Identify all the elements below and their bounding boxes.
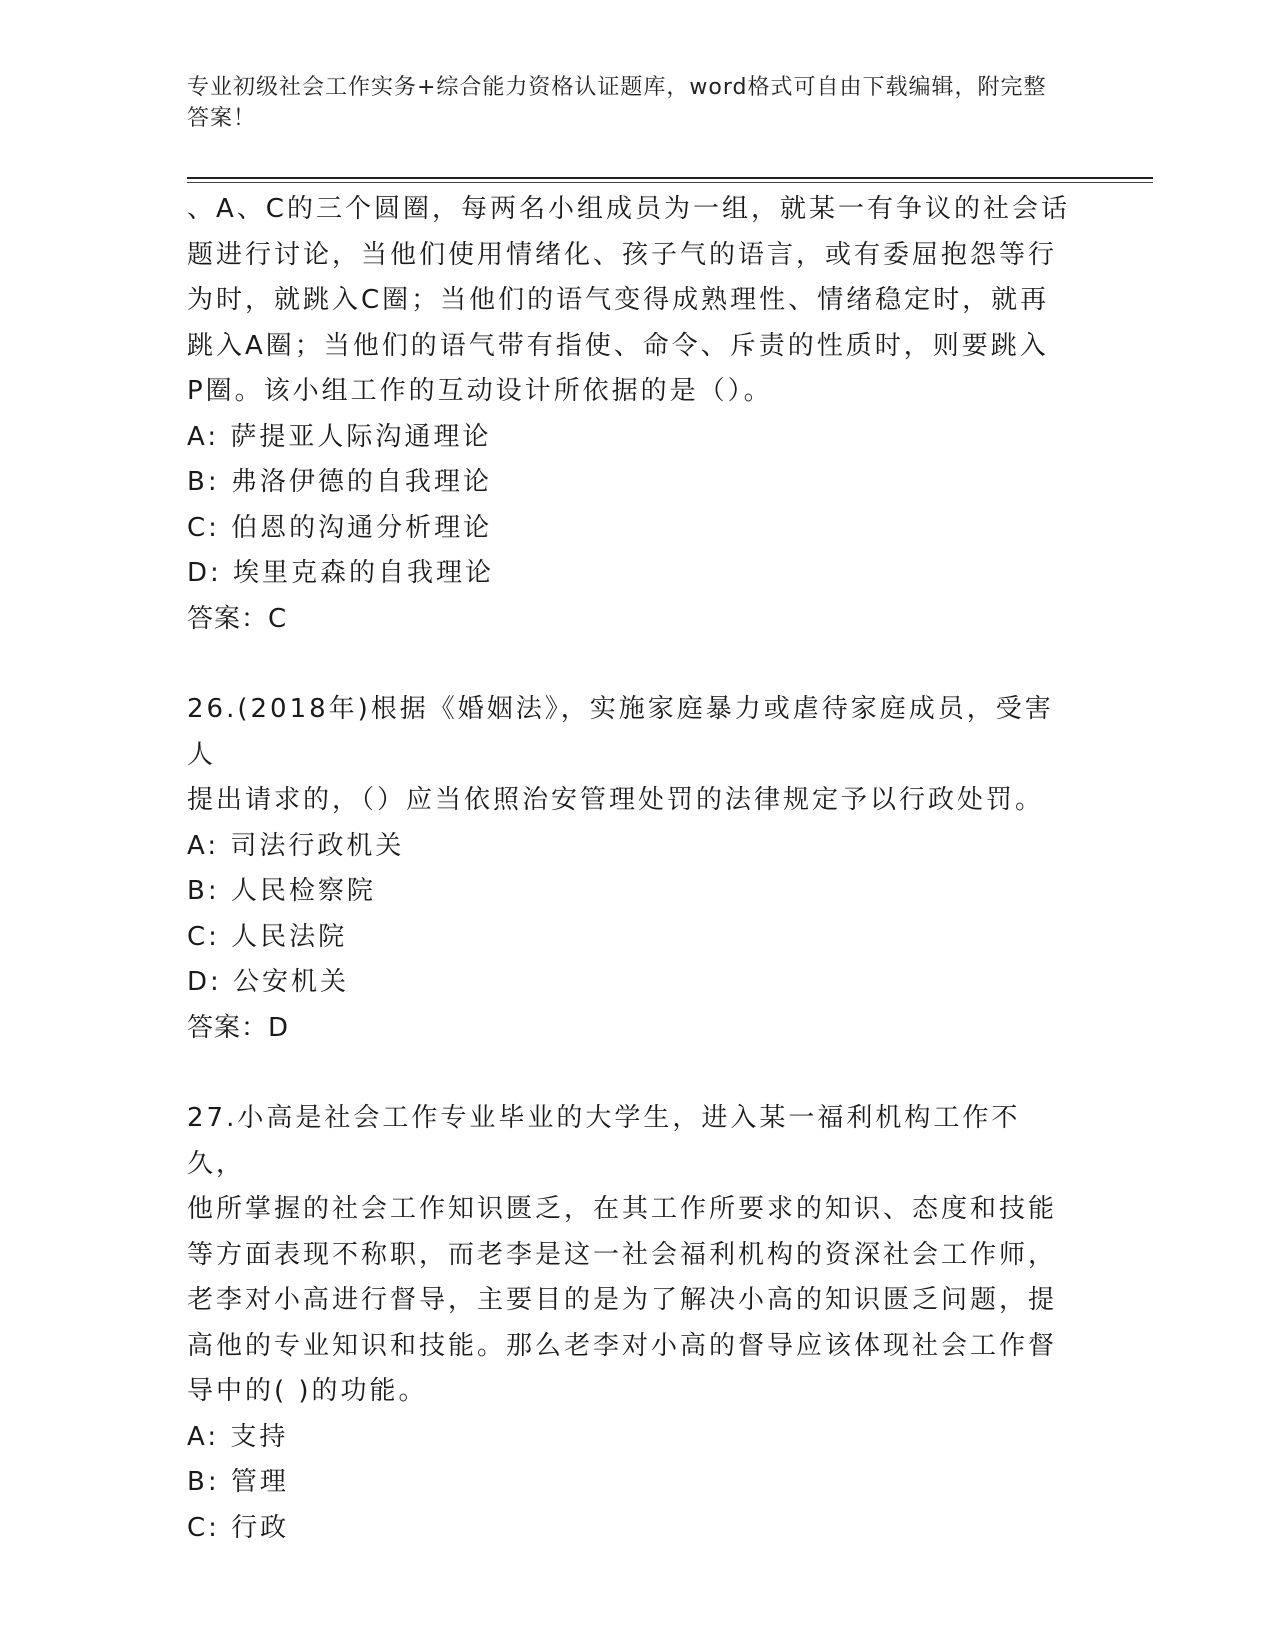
question-stem-line: 导中的( )的功能。 bbox=[187, 1376, 428, 1406]
spacer bbox=[187, 642, 1077, 687]
option-d: D: 埃里克森的自我理论 bbox=[187, 558, 495, 588]
spacer bbox=[187, 1051, 1077, 1096]
question-block bbox=[187, 687, 1077, 1051]
question-stem-line: 为时，就跳入C圈；当他们的语气变得成熟理性、情绪稳定时，就再 bbox=[187, 285, 1050, 315]
option-a: A: 支持 bbox=[187, 1421, 289, 1452]
question-block bbox=[187, 187, 1077, 642]
answer-line: 答案：C bbox=[187, 603, 288, 634]
question-stem-line: 26.(2018年)根据《婚姻法》，实施家庭暴力或虐待家庭成员，受害人 bbox=[187, 694, 1054, 770]
option-a: A: 萨提亚人际沟通理论 bbox=[187, 421, 492, 452]
answer-line: 答案：D bbox=[187, 1012, 290, 1043]
question-stem-line: P圈。该小组工作的互动设计所依据的是（）。 bbox=[187, 376, 773, 406]
header-divider-secondary bbox=[187, 182, 1153, 183]
question-stem-line: 高他的专业知识和技能。那么老李对小高的督导应该体现社会工作督 bbox=[187, 1330, 1058, 1361]
question-stem-line: 提出请求的，（）应当依照治安管理处罚的法律规定予以行政处罚。 bbox=[187, 785, 1045, 815]
question-stem-line: 跳入A圈；当他们的语气带有指使、命令、斥责的性质时，则要跳入 bbox=[187, 330, 1049, 361]
question-stem-line: 、A、C的三个圆圈，每两名小组成员为一组，就某一有争议的社会话 bbox=[187, 194, 1070, 224]
option-b: B: 弗洛伊德的自我理论 bbox=[187, 467, 492, 497]
question-stem-line: 他所掌握的社会工作知识匮乏，在其工作所要求的知识、态度和技能 bbox=[187, 1194, 1058, 1224]
option-a: A: 司法行政机关 bbox=[187, 830, 405, 861]
page-header: 专业初级社会工作实务+综合能力资格认证题库，word格式可自由下载编辑，附完整答案！ bbox=[187, 75, 1047, 131]
question-block bbox=[187, 1096, 1077, 1551]
question-stem-line: 题进行讨论，当他们使用情绪化、孩子气的语言，或有委屈抱怨等行 bbox=[187, 239, 1058, 270]
option-d: D: 公安机关 bbox=[187, 967, 350, 997]
option-c: C: 行政 bbox=[187, 1512, 290, 1543]
header-divider bbox=[187, 177, 1153, 179]
option-b: B: 管理 bbox=[187, 1467, 289, 1497]
option-c: C: 伯恩的沟通分析理论 bbox=[187, 512, 493, 543]
option-b: B: 人民检察院 bbox=[187, 876, 376, 906]
document-body bbox=[187, 187, 1077, 1551]
question-stem-line: 27.小高是社会工作专业毕业的大学生，进入某一福利机构工作不久， bbox=[187, 1103, 1021, 1179]
question-stem-line: 等方面表现不称职，而老李是这一社会福利机构的资深社会工作师， bbox=[187, 1239, 1058, 1270]
option-c: C: 人民法院 bbox=[187, 921, 348, 952]
question-stem-line: 老李对小高进行督导，主要目的是为了解决小高的知识匮乏问题，提 bbox=[187, 1285, 1058, 1315]
